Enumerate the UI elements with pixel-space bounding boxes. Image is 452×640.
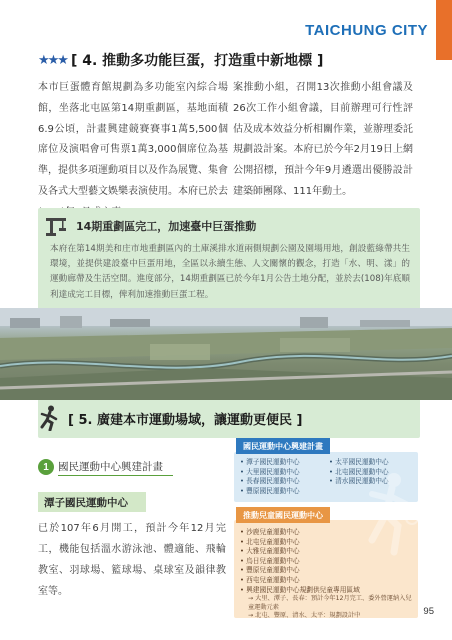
- list-item: • 太平國民運動中心: [329, 458, 389, 466]
- crane-icon: [44, 216, 70, 236]
- list-item: • 豐原兒童運動中心: [240, 566, 300, 575]
- aerial-photo: [0, 308, 452, 400]
- list-item: • 興建國民運動中心規劃供兒童專用區域: [240, 585, 360, 594]
- section-heading-4: [38, 48, 418, 72]
- page-number: 95: [423, 606, 434, 617]
- children-center-panel-title: 推動兒童國民運動中心: [236, 507, 330, 523]
- runner-icon: [38, 405, 60, 431]
- list-item: • 潭子國民運動中心: [240, 458, 300, 466]
- highlight-title: 14期重劃區完工，加速臺中巨蛋推動: [76, 220, 257, 233]
- list-item: • 西屯兒童運動中心: [240, 575, 300, 584]
- list-item: • 豐原國民運動中心: [240, 486, 300, 495]
- list-item: • 北屯兒童運動中心: [240, 537, 300, 546]
- intro-column-2: 案推動小組，召開13次推動小組會議及26次工作小組會議，目前辦理可行性評估及成本效益分析相關作業，並辦理委託規劃設計案。本府已於今年2月19日上網公開招標，預計今年9月遴選出優勝設計建築師團隊、111年動土。: [233, 82, 413, 197]
- highlight-header: [44, 214, 344, 238]
- list-item: • 清水國民運動中心: [329, 477, 389, 486]
- number-badge: 1: [38, 459, 54, 475]
- project-description: 已於107年6月開工，預計今年12月完工，機能包括溫水游泳池、體適能、飛輪教室、羽球場、籃球場、桌球室及韻律教室等。: [38, 523, 226, 597]
- intro-column-1: 本市巨蛋體育館規劃為多功能室內綜合場館，坐落北屯區第14期重劃區，基地面積6.9公頃，計畫興建競賽賽事1萬5,500個席位及演唱會可售票1萬3,000個席位為基準，提供多項運動項目以及作為展覽、集會及各式大型藝文娛樂表演使用。本府已於去: [38, 82, 228, 197]
- highlight-text: 本府在第14期美和庄市地重劃區內的土庫溪排水道兩側規劃公園及園場用地，創設藍綠帶共生環境，並提供建設臺中巨蛋用地，全區以永續生態、人文關懷的觀念，打造「水、明、漾」的運動廊帶及生活空間。進度部分，14期重劃區已於今年1月公告土地分配，並於去(108)年底順利達成完工目標，俾利加速推動巨蛋工程。: [50, 244, 410, 300]
- list-subitem: → 北屯、豐原、清水、太平：規劃設計中: [248, 611, 361, 619]
- stars-icon: ★★★: [38, 52, 67, 68]
- athlete-silhouette-icon: [360, 470, 420, 560]
- brand-logo: TAICHUNG CITY: [305, 22, 428, 39]
- subsection-label: 國民運動中心興建計畫: [58, 459, 173, 476]
- list-item: • 大里國民運動中心: [240, 467, 300, 476]
- section-heading-title: [ 4. 推動多功能巨蛋，打造重中新地標 ]: [70, 53, 324, 69]
- list-item: • 沙鹿兒童運動中心: [240, 528, 300, 536]
- list-item: • 長春國民運動中心: [240, 477, 300, 486]
- list-subitem: → 大里、潭子、長春：預計今年12月完工、委外營運納入兒童運動元素: [248, 595, 412, 611]
- section-heading-5: [38, 405, 338, 431]
- subsection-1: [38, 458, 173, 476]
- section-heading-title: [ 5. 廣建本市運動場域，讓運動更便民 ]: [68, 412, 303, 428]
- list-item: • 烏日兒童運動中心: [240, 556, 300, 565]
- list-item: • 北屯國民運動中心: [329, 467, 389, 476]
- project-subheading: 潭子國民運動中心: [38, 492, 146, 512]
- corner-accent-bar: [436, 0, 452, 60]
- list-item: • 大雅兒童運動中心: [240, 547, 300, 556]
- sports-center-panel-title: 國民運動中心興建計畫: [236, 438, 330, 454]
